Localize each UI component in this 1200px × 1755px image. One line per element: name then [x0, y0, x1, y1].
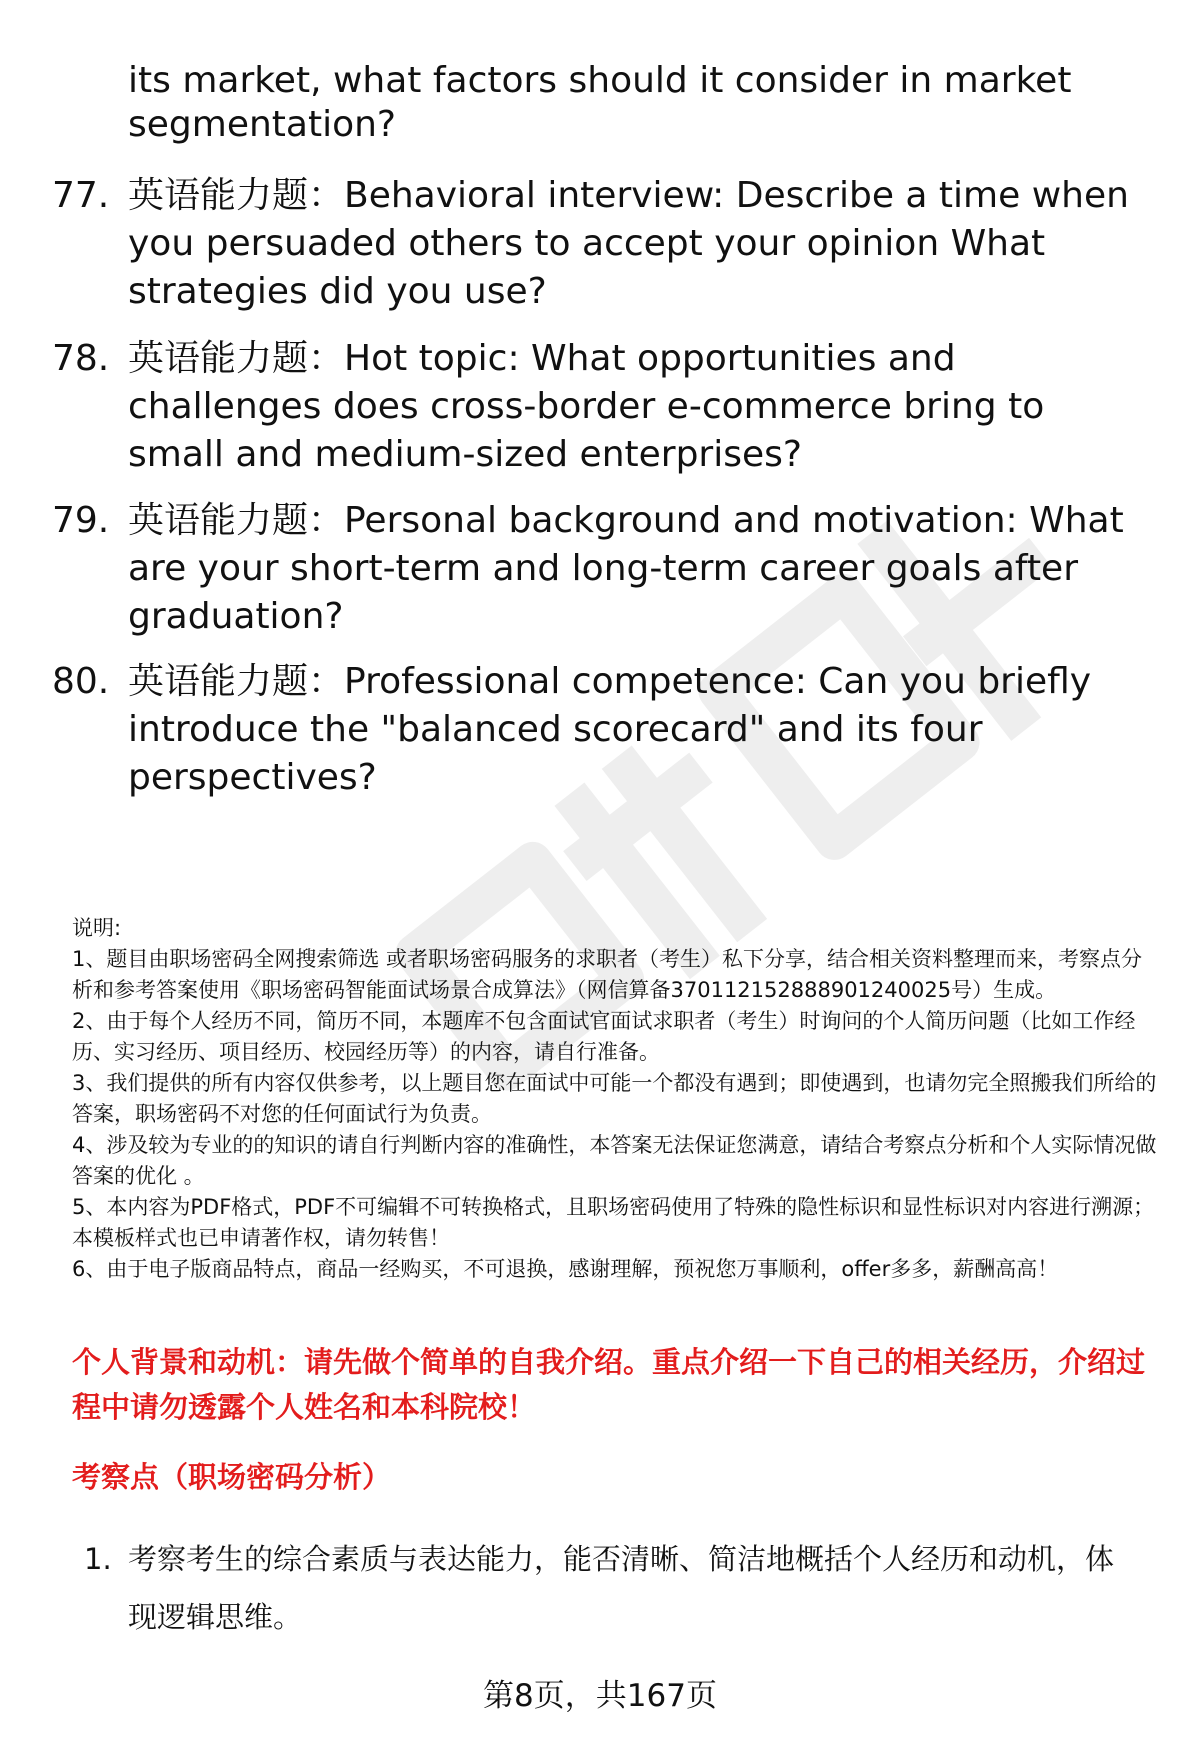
note-item: 2、由于每个人经历不同，简历不同，本题库不包含面试官面试求职者（考生）时询问的个人简历问题（比如工作经历、实习经历、项目经历、校园经历等）的内容，请自行准备。 — [72, 1009, 1136, 1064]
disclaimer-notes — [72, 913, 1162, 1285]
question-item — [52, 172, 1162, 316]
exam-point-number: 1. — [84, 1542, 112, 1576]
question-item — [52, 658, 1162, 802]
question-text: 英语能力题：Personal background and motivation: What are your short-term and long-term career goals after graduation? — [128, 500, 1124, 637]
exam-point-item — [84, 1530, 1164, 1646]
continuation-line-2: segmentation? — [128, 104, 397, 145]
exam-point-text: 考察考生的综合素质与表达能力，能否清晰、简洁地概括个人经历和动机，体现逻辑思维。 — [128, 1542, 1115, 1634]
question-number: 77. — [52, 175, 110, 216]
continuation-line-1: its market, what factors should it consider in market — [128, 60, 1072, 101]
question-text: 英语能力题：Professional competence: Can you briefly introduce the "balanced scorecard" and its four perspectives? — [128, 661, 1092, 798]
exam-point-heading: 考察点（职场密码分析） — [72, 1460, 392, 1494]
notes-title: 说明: — [72, 916, 122, 940]
question-item — [52, 335, 1162, 479]
question-number: 79. — [52, 500, 110, 541]
section-question-heading: 个人背景和动机：请先做个简单的自我介绍。重点介绍一下自己的相关经历，介绍过程中请勿透露个人姓名和本科院校！ — [72, 1345, 1146, 1424]
question-item — [52, 497, 1162, 641]
question-number: 78. — [52, 338, 110, 379]
question-number: 80. — [52, 661, 110, 702]
note-item: 1、题目由职场密码全网搜索筛选 或者职场密码服务的求职者（考生）私下分享，结合相关资料整理而来，考察点分析和参考答案使用《职场密码智能面试场景合成算法》（网信算备370112152888901240025号）生成。 — [72, 947, 1143, 1002]
note-item: 3、我们提供的所有内容仅供参考，以上题目您在面试中可能一个都没有遇到；即使遇到，也请勿完全照搬我们所给的答案，职场密码不对您的任何面试行为负责。 — [72, 1071, 1157, 1126]
note-item: 6、由于电子版商品特点，商品一经购买，不可退换，感谢理解，预祝您万事顺利，offer多多，薪酬高高！ — [72, 1257, 1059, 1281]
question-text: 英语能力题：Hot topic: What opportunities and challenges does cross-border e-commerce bring to small and medium-sized enterprises? — [128, 338, 1045, 475]
note-item: 5、本内容为PDF格式，PDF不可编辑不可转换格式，且职场密码使用了特殊的隐性标识和显性标识对内容进行溯源；本模板样式也已申请著作权，请勿转售！ — [72, 1195, 1155, 1250]
question-text: 英语能力题：Behavioral interview: Describe a time when you persuaded others to accept your opinion What strategies did you use? — [128, 175, 1129, 312]
note-item: 4、涉及较为专业的的知识的请自行判断内容的准确性，本答案无法保证您满意，请结合考察点分析和个人实际情况做答案的优化 。 — [72, 1133, 1157, 1188]
page-number-footer: 第8页，共167页 — [483, 1678, 717, 1714]
